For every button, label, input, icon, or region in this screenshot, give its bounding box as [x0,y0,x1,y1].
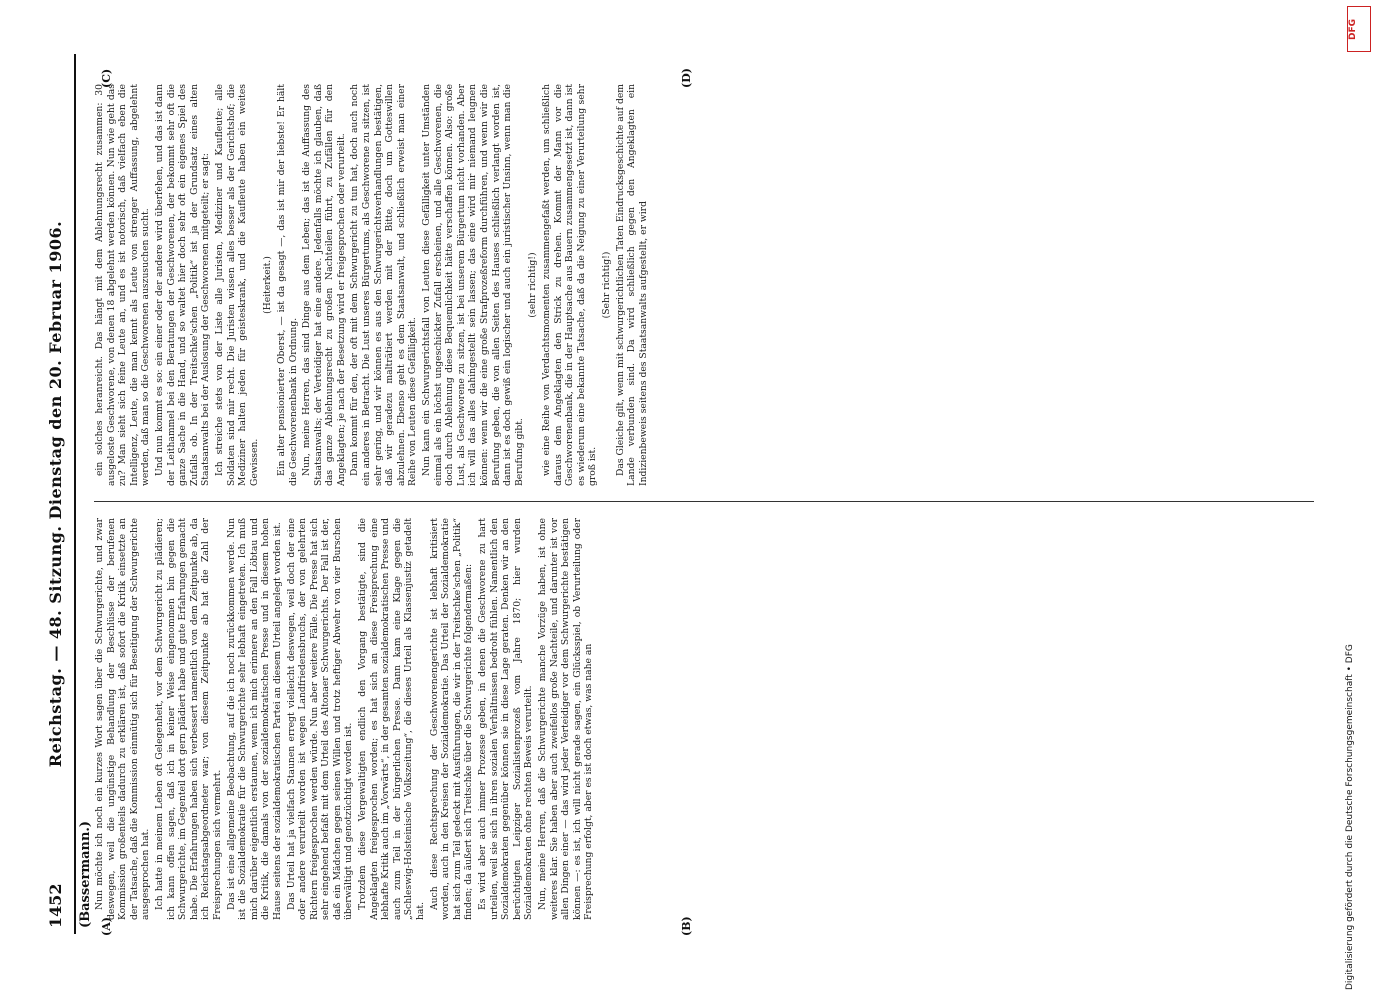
paragraph: Das Urteil hat ja vielfach Staunen erregt vielleicht deswegen, weil doch der eine oder andere verurteilt worden ist wegen Landfriedensbruchs, der von gelehrten Richtern freigesprochen werden würde. Nun aber weitere Fälle. Die Presse hat sich sehr eingehend befaßt mit dem Urteil des Altonaer Schwurgerichts. Der Fall ist der, daß ein Mädchen gegen seinen Willen und trotz heftiger Abwehr von vier Burschen überwältigt und genotzüchtigt worden ist. [285,518,355,920]
paragraph: Trotzdem diese Vergewaltigten endlich den Vorgang bestätigte, sind die Angeklagten freigesprochen worden; es hat sich an diese Freisprechung eine lebhafte Kritik auch im „Vorwärts“, in der gesamten sozialdemokratischen Presse und auch zum Teil in der bürgerlichen Presse. Dann kam eine Klage gegen die „Schleswig-Holsteinische Volkszeitung“, die dieses Urteil als Klassenjustiz getadelt hat. [357,518,427,920]
paragraph: Nun kann ein Schwurgerichtsfall von Leuten diese Gefälligkeit unter Umständen einmal als ein höchst ungeschickter Zufall erscheinen, und alle Geschworenen, die doch durch Ablehnung diese Bequemlichkeit hätte verschaffen können. Also: große Lust, als Geschworene zu sitzen, ist bei unserem Bürgertum nicht vorhanden. Aber ich will das alles dahingestellt sein lassen; das eine wird mir niemand leugnen können: wenn wir die eine große Strafprozeßreform durchführen, und wenn wir die Berufung geben, die von allen Seiten des Hauses schließlich verlangt worden ist, dann ist es doch gewiß ein logischer und auch ein juristischer Unsinn, wenn man die Berufung gibt. [421,84,525,486]
margin-mark-a: (A) [100,917,113,936]
paragraph: Das ist eine allgemeine Beobachtung, auf die ich noch zurückkommen werde. Nun ist die Sozialdemokratie für die Schwurgerichte sehr lebhaft eingetreten. Ich muß mich darüber eigentlich erstaunen, wenn ich mich erinnere an den Fall Löbtau und die Kritik, die damals von der sozialdemokratischen Presse und in diesem hohen Hause seitens der sozialdemokratischen Partei an diesem Urteil angelegt worden ist. [225,518,283,920]
scanned-page [40,54,1340,934]
paragraph: Nun, meine Herren, daß die Schwurgerichte manche Vorzüge haben, ist ohne weiteres klar. Sie haben aber auch zweifellos große Nachteile, und darunter ist vor allen Dingen einer — das wird jeder Verteidiger vor dem Schwurgerichte bestätigen können —: es ist, ich will nicht gerade sagen, ein Glücksspiel, ob Verurteilung oder Freisprechung erfolgt, aber es ist doch etwas, was nahe an [536,518,595,920]
paragraph: (Sehr richtig!) [600,251,612,319]
paragraph: (sehr richtig!) [527,252,539,318]
digitization-sidebar [1343,0,1373,1000]
paragraph: Ich hatte in meinem Leben oft Gelegenheit, vor dem Schwurgericht zu plädieren; ich kann offen sagen, daß ich in keiner Weise eingenommen bin gegen die Schwurgerichte, im Gegenteil dort gern plädiert habe und gute Erfahrungen gemacht habe. Die Erfahrungen haben sich verbessert namentlich von dem Zeitpunkte ab, da ich Reichstagsabgeordneter war; von diesem Zeitpunkte ab hat die Zahl der Freisprechungen sich vermehrt. [153,518,223,920]
rotated-page-content [40,54,1340,934]
paragraph: Nun, meine Herren, das sind Dinge aus dem Leben; das ist die Auffassung des Staatsanwalts; der Verteidiger hat eine andere. Jedenfalls möchte ich glauben, daß das ganze Ablehnungsrecht zu großen Nachteilen führt, zu Zufällen für den Angeklagten; je nach der Besetzung wird er freigesprochen oder verurteilt. [301,84,347,486]
margin-mark-c: (C) [100,68,113,88]
paragraph: Dann kommt für den, der oft mit dem Schwurgericht zu tun hat, doch auch noch ein anderes in Betracht. Die Lust unseres Bürgertums, als Geschworene zu sitzen, ist sehr gering, und wir können es aus den Schwurgerichtsverhandlungen bestätigen, daß wir geradezu malträtiert werden mit der Bitte, doch um Gotteswillen abzulehnen. Ebenso geht es dem Staatsanwalt, und schließlich erweist man einer Reihe von Leuten diese Gefälligkeit. [349,84,419,486]
text-column-right [94,84,1314,486]
paragraph: Auch diese Rechtsprechung der Geschworenengerichte ist lebhaft kritisiert worden, auch in den Kreisen der Sozialdemokratie. Das Urteil der Sozialdemokratie hat sich zum Teil gedeckt mit Ausführungen, die wir in der Treitschke'schen „Politik“ finden; da äußert sich Treitschke über die Schwurgerichte folgendermaßen: [428,518,475,920]
page-title: Reichstag. — 48. Sitzung. Dienstag den 20. Februar 1906. [46,220,65,768]
paragraph: wie eine Reihe von Verdachtsmomenten zusammengefaßt werden, um schließlich daraus dem Angeklagten den Strick zu drehen. Kommt der Mann vor die Geschworenenbank, die in der Hauptsache aus Bauern zusammengesetzt ist, dann ist es wiederum eine bekannte Tatsache, daß da die Neigung zu einer Verurteilung sehr groß ist. [540,84,599,486]
dfg-logo: DFG [1347,6,1371,52]
paragraph: Ein alter pensionierter Oberst, — ist da gesagt —, das ist mir der liebste! Er hält die Geschworenenbank in Ordnung. [275,84,299,486]
funding-credit: Digitalisierung gefördert durch die Deutsche Forschungsgemeinschaft • DFG [1345,644,1355,990]
margin-mark-d: (D) [680,68,693,88]
column-divider [94,501,1314,502]
paragraph: Ich streiche stets von der Liste alle Juristen, Mediziner und Kaufleute; alle Soldaten sind mir recht. Die Juristen wissen alles besser als der Gerichtshof; die Mediziner halten jeden für geisteskrank, und die Kaufleute haben ein weites Gewissen. [213,84,260,486]
paragraph: Das Gleiche gilt, wenn mit schwurgerichtlichen Taten Eindrucksgeschichte auf dem Lande verbunden sind. Da wird schließlich gegen den Angeklagten ein Indizienbeweis seitens des Staatsanwalts aufgestellt, er wird [614,84,649,486]
text-column-left [94,518,1314,920]
margin-mark-b: (B) [680,916,693,936]
paragraph: Und nun kommt es so: ein einer oder der andere wird überfehen, und das ist dann der Leithammel bei den Beratungen der Geschworenen, der bekommt sehr oft die ganze Sache in die Hand, und so waltet hier doch sehr oft ein eigenes Spiel des Zufalls ob. In der Treitschke'schen „Politik“ ist ja der Grundsatz eines alten Staatsanwalts bei der Auslosung der Geschworenen mitgeteilt; er sagt: [153,84,212,486]
page-header [40,54,76,934]
paragraph: (Heiterkeit.) [262,256,274,314]
paragraph: Es wird aber auch immer Prozesse geben, in denen die Geschworene zu hart urteilen, weil sie sich in ihren sozialen Verhältnissen bedroht fühlen. Namentlich den Sozialdemokraten gegenüber können sie in diese Lage geraten. Denken wir an den berüchtigten Leipziger Sozialistenprozeß vom Jahre 1870; hier wurden Sozialdemokraten ohne rechten Beweis verurteilt. [477,518,535,920]
page-number: 1452 [46,883,65,928]
speaker-name: (Bassermann.) [78,820,93,928]
paragraph: Nun möchte ich noch ein kurzes Wort sagen über die Schwurgerichte, und zwar deswegen, weil die ungünstige Behandlung der Beschlüsse der berufenen Kommission großenteils dadurch zu erklären ist, daß sofort die Kritik einsetzte an der Tatsache, daß die Kommission einmütig sich für Beseitigung der Schwurgerichte ausgesprochen hat. [94,518,152,920]
paragraph: ein solches heranreicht. Das hängt mit dem Ablehnungsrecht zusammen: 30 ausgeloste Geschworene, von denen 18 abgelehnt werden können. Nun wie geht das zu? Man sieht sich feine Leute an, und es ist notorisch, daß vielfach eben die Intelligenz, Leute, die man kennt als Leute von strenger Auffassung, abgelehnt werden, daß man so die Geschworenen auszusuchen sucht. [94,84,152,486]
